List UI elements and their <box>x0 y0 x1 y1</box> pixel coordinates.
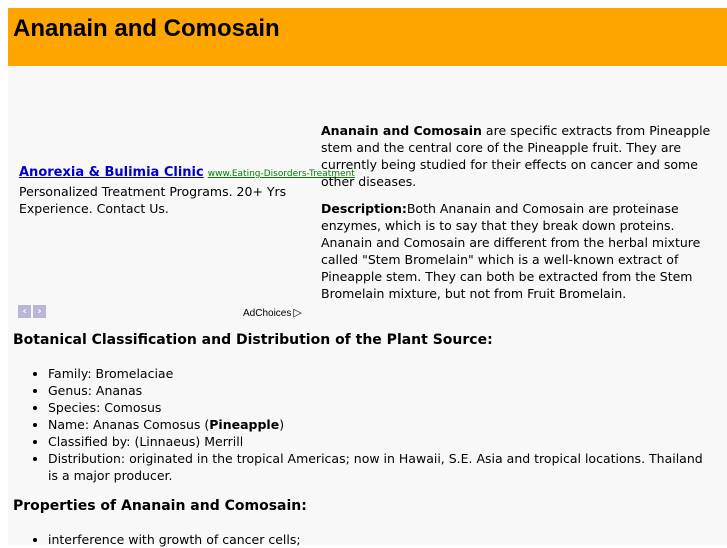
ad-prev-arrow-icon[interactable]: ‹ <box>18 305 31 318</box>
ad-title-link[interactable]: Anorexia & Bulimia Clinic <box>19 165 204 180</box>
intro-text: are specific extracts from Pineapple stem and the central core of the Pineapple fruit. They are currently being studied for their effects on cancer and some other diseases. <box>321 123 711 189</box>
list-item: • interference with growth of cancer cells; <box>48 531 708 548</box>
list-item-species: • Species: Comosus <box>48 399 708 416</box>
properties-list <box>8 531 708 548</box>
intro-bold-term: Ananain and Comosain <box>321 123 482 138</box>
list-item-classified: • Classified by: (Linnaeus) Merrill <box>48 433 708 450</box>
list-item-family: • Family: Bromelaciae <box>48 365 708 382</box>
page-title: Ananain and Comosain <box>13 15 280 42</box>
ad-next-arrow-icon[interactable]: › <box>33 305 46 318</box>
ad-navigation <box>18 305 46 318</box>
name-suffix: ) <box>279 417 285 432</box>
page <box>8 8 727 545</box>
name-bold: Pineapple <box>209 417 280 432</box>
intro-section <box>321 122 721 312</box>
page-header <box>8 8 727 66</box>
description-paragraph <box>321 200 721 302</box>
ad-body: Personalized Treatment Programs. 20+ Yrs Experience. Contact Us. <box>19 184 287 216</box>
adchoices-label: AdChoices <box>243 308 292 319</box>
classification-heading: Botanical Classification and Distribution of the Plant Source: <box>13 332 493 348</box>
list-item-distribution: • Distribution: originated in the tropical Americas; now in Hawaii, S.E. Asia and tropical locations. Thailand is a major producer. <box>48 450 708 484</box>
classification-list <box>8 365 708 484</box>
description-label: Description: <box>321 201 407 216</box>
ad-headline <box>19 163 355 183</box>
adchoices-icon: ▷ <box>293 307 302 319</box>
ad-url-link[interactable]: www.Eating-Disorders-Treatment <box>207 169 355 179</box>
adchoices-link[interactable] <box>243 306 302 319</box>
ad-unit[interactable] <box>19 163 355 217</box>
properties-heading: Properties of Ananain and Comosain: <box>13 498 307 514</box>
list-item-genus: • Genus: Ananas <box>48 382 708 399</box>
list-item-name <box>48 416 708 433</box>
intro-paragraph <box>321 122 721 190</box>
name-prefix: Name: Ananas Comosus ( <box>48 417 210 432</box>
description-text: Both Ananain and Comosain are proteinase enzymes, which is to say that they break down proteins. Ananain and Comosain are different from the herbal mixture called "Stem Bromelain" which is a well-known extract of Pineapple stem. They can both be extracted from the Stem Bromelain mixture, but not from Fruit Bromelain. <box>321 201 701 301</box>
